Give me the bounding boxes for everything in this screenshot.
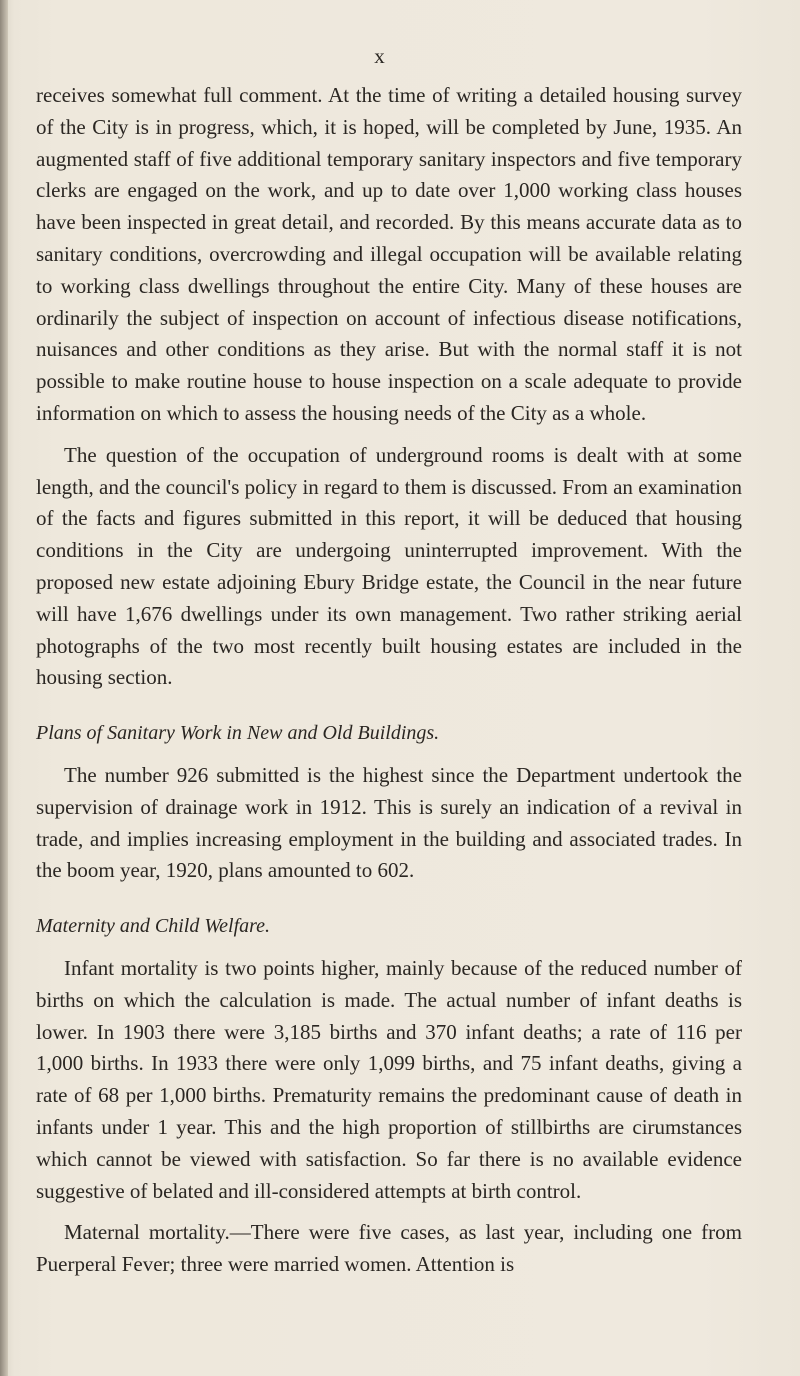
paragraph-drainage-plans: The number 926 submitted is the highest since the Department undertook the supervision of drainage work in 1912. This is surely an indication of a revival in trade, and implies increasing employment in the building and associated trades. In the boom year, 1920, plans amounted to 602. [36,762,742,883]
section-heading-sanitary-work: Plans of Sanitary Work in New and Old Buildings. [36,722,440,745]
page-number: x [374,44,386,68]
section-heading-maternity: Maternity and Child Welfare. [36,915,271,938]
page-body [36,80,742,1281]
paragraph-underground-rooms: The question of the occupation of underground rooms is dealt with at some length, and the council's policy in regard to them is discussed. From an examination of the facts and figures submitted in this report, it will be deduced that housing conditions in the City are undergoing uninterrupted improvement. With the proposed new estate adjoining Ebury Bridge estate, the Council in the near future will have 1,676 dwellings under its own management. Two rather striking aerial photographs of the two most recently built housing estates are included in the housing section. [36,442,742,690]
binding-edge [0,0,8,1376]
paragraph-maternal-mortality: Maternal mortality.—There were five cases, as last year, including one from Puerperal Fever; three were married women. Attention is [36,1220,742,1277]
paragraph-housing-survey: receives somewhat full comment. At the time of writing a detailed housing survey of the City is in progress, which, it is hoped, will be completed by June, 1935. An augmented staff of five additional temporary sanitary inspectors and five temporary clerks are engaged on the work, and up to date over 1,000 working class houses have been inspected in great detail, and recorded. By this means accurate data as to sanitary conditions, overcrowding and illegal occupation will be available relating to working class dwellings throughout the entire City. Many of these houses are ordinarily the subject of inspection on account of infectious disease notifications, nuisances and other conditions as they arise. But with the normal staff it is not possible to make routine house to house inspection on a scale adequate to provide information on which to assess the housing needs of the City as a whole. [36,83,742,425]
paragraph-infant-mortality: Infant mortality is two points higher, mainly because of the reduced number of births on which the calculation is made. The actual number of infant deaths is lower. In 1903 there were 3,185 births and 370 infant deaths; a rate of 116 per 1,000 births. In 1933 there were only 1,099 births, and 75 infant deaths, giving a rate of 68 per 1,000 births. Prematurity remains the predominant cause of death in infants under 1 year. This and the high proportion of stillbirths are cirumstances which cannot be viewed with satisfaction. So far there is no available evidence suggestive of belated and ill-considered attempts at birth control. [36,955,742,1203]
